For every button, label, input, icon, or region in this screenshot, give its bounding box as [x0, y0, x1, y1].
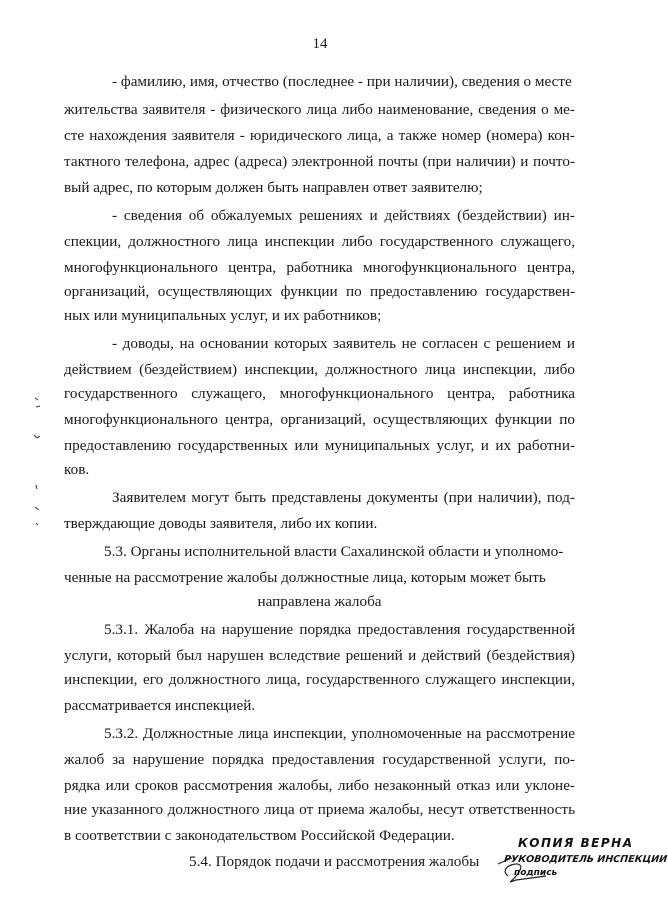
page-number: 14 — [312, 36, 328, 52]
section-heading: направлена жалоба — [257, 593, 382, 610]
text-line: - сведения об обжалуемых решениях и действиях (бездействии) ин- — [112, 207, 575, 224]
certification-stamp — [486, 836, 668, 886]
text-line: в соответствии с законодательством Российской Федерации. — [64, 827, 455, 844]
text-line: - доводы, на основании которых заявитель не согласен с решением и — [112, 335, 575, 352]
text-line: услуги, который был нарушен вследствие решений и действий (бездействия) — [64, 647, 575, 664]
text-line: государственного служащего, многофункционального центра, работника — [64, 385, 575, 402]
text-line: спекции, должностного лица инспекции либо государственного служащего, — [64, 233, 575, 250]
text-line: многофункционального центра, работника многофункционального центра, — [64, 259, 575, 276]
text-line: тактного телефона, адрес (адреса) электронной почты (при наличии) и почто- — [64, 153, 575, 170]
stamp-head-of-inspection: РУКОВОДИТЕЛЬ ИНСПЕКЦИИ — [503, 854, 668, 865]
text-line: инспекции, его должностного лица, государственного служащего инспекции, — [64, 671, 575, 688]
text-line: действием (бездействием) инспекции, должностного лица инспекции, либо — [64, 361, 575, 378]
text-line: тверждающие доводы заявителя, либо их копии. — [64, 515, 378, 532]
text-line: 5.3.1. Жалоба на нарушение порядка предоставления государственной — [104, 621, 575, 638]
stamp-signature-label: подпись — [514, 868, 558, 878]
text-line: ние указанного должностного лица от приема жалобы, несут ответственность — [64, 801, 575, 818]
text-line: ных или муниципальных услуг, и их работников; — [64, 307, 382, 324]
text-line: многофункционального центра, организаций, осуществляющих функции по — [64, 411, 575, 428]
text-line: сте нахождения заявителя - юридического лица, а также номер (номера) кон- — [64, 127, 575, 144]
scan-marks — [30, 395, 46, 545]
section-heading: ченные на рассмотрение жалобы должностные лица, которым может быть — [64, 569, 546, 586]
text-line: 5.3.2. Должностные лица инспекции, уполномоченные на рассмотрение — [104, 725, 575, 742]
section-heading: 5.3. Органы исполнительной власти Сахалинской области и уполномо- — [104, 543, 564, 560]
text-line: - фамилию, имя, отчество (последнее - при наличии), сведения о месте — [112, 73, 572, 90]
section-heading: 5.4. Порядок подачи и рассмотрения жалобы — [189, 853, 480, 870]
text-line: Заявителем могут быть представлены документы (при наличии), под- — [112, 489, 575, 506]
text-line: вый адрес, по которым должен быть направлен ответ заявителю; — [64, 179, 483, 196]
text-line: предоставлению государственных или муниципальных услуг, и их работни- — [64, 437, 575, 454]
text-line: рассматривается инспекцией. — [64, 697, 256, 714]
text-line: ков. — [64, 461, 90, 478]
text-line: организаций, осуществляющих функции по предоставлению государствен- — [64, 283, 575, 300]
stamp-copy-true: КОПИЯ ВЕРНА — [518, 836, 634, 850]
text-line: жалоб за нарушение порядка предоставления государственной услуги, по- — [64, 751, 575, 768]
text-line: рядка или сроков рассмотрения жалобы, либо незаконный отказ или уклоне- — [64, 777, 575, 794]
text-line: жительства заявителя - физического лица либо наименование, сведения о ме- — [64, 101, 575, 118]
